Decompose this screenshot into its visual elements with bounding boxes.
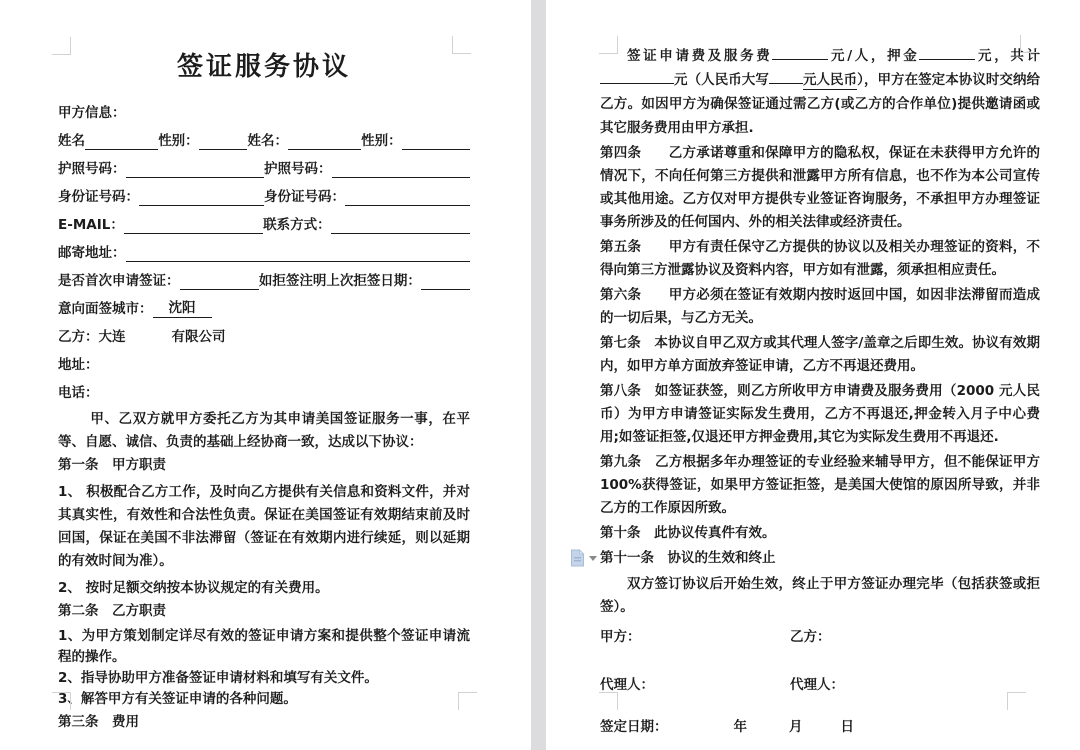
text-boundary-mark [599,692,618,710]
signature-party-a-label: 甲方： [600,629,641,645]
email-label: E-MAIL： [58,217,124,233]
page-1 [0,0,531,750]
text-boundary-mark [1020,35,1039,53]
signature-agents-row [600,675,1040,695]
article-1-item-2: 2、 按时足额交纳按本协议规定的有关费用。 [58,580,329,596]
text-boundary-mark [458,692,477,710]
article-10: 第十条 此协议传真件有效。 [600,525,776,541]
blank-line [331,216,470,234]
article-2-heading: 第二条 乙方职责 [58,603,166,619]
interview-city-value: 沈阳 [153,300,212,318]
signature-party-b-label: 乙方： [790,629,831,645]
page-2 [546,0,1080,750]
article-11-heading-row [600,547,1040,570]
blank-line [421,272,470,290]
signature-date-row [600,717,1040,737]
article-2-item-1: 1、为甲方策划制定详尽有效的签证申请方案和提供整个签证申请流程的操作。 [58,628,470,665]
form-row-interview-city [58,290,470,318]
party-b-row [58,318,470,346]
article-8: 第八条 如签证获签，则乙方所收甲方申请费及服务费用（2000 元人民币）为甲方申请签证实际发生费用，乙方不再退还,押金转入月子中心费用;如签证拒签,仅退还甲方押金费用,其它为实际发生费用不再退还. [600,383,1040,445]
date-blank [668,717,734,737]
fee-seg1: 签证申请费及服务费 [627,48,773,64]
first-time-label: 是否首次申请签证： [58,273,180,289]
signature-agent-b-label: 代理人： [790,677,844,693]
refusal-date-label: 如拒签注明上次拒签日期： [258,273,421,289]
document-title: 签证服务协议 [176,52,351,82]
text-boundary-mark [1007,692,1026,710]
article-2-item-3: 3、解答甲方有关签证申请的各种问题。 [58,691,297,707]
contact-label: 联系方式： [263,217,331,233]
day-label: 日 [840,719,854,735]
blank-line [126,244,471,262]
form-row-passport [58,150,470,178]
blank-line [919,46,975,60]
article-7: 第七条 本协议自甲乙双方或其代理人签字/盖章之后即生效。协议有效期内，如甲方单方面放弃签证申请，乙方不再退还费用。 [600,335,1040,374]
blank-line [139,188,264,206]
text-boundary-mark [452,36,471,54]
article-3-heading: 第三条 费用 [58,714,139,730]
article-11-body: 双方签订协议后开始生效，终止于甲方签证办理完毕（包括获签或拒签）。 [600,576,1040,615]
date-blank [803,717,841,737]
id1-label: 身份证号码： [58,189,139,205]
blank-line [769,70,803,84]
article-1-item-1: 1、 积极配合乙方工作，及时向乙方提供有关信息和资料文件，并对其真实性，有效性和合法性负责。保证在美国签证有效期结束前及时回国，保证在美国不非法滞留（签证在有效期内进行续延，则以延期的有效时间为准）。 [58,484,470,569]
blank-line [124,216,263,234]
signature-agent-a-label: 代理人： [600,677,654,693]
article-6: 第六条 甲方必须在签证有效期内按时返回中国，如因非法滞留而造成的一切后果，与乙方无关。 [600,287,1040,326]
article-11-heading: 第十一条 协议的生效和终止 [600,550,776,566]
party-b-phone-row [58,374,470,402]
gender1-label: 性别： [158,133,199,149]
date-blank [747,717,789,737]
text-boundary-mark [52,692,71,710]
fee-paragraph [600,44,1040,140]
blank-line [332,160,471,178]
page-2-content [546,0,1080,737]
blank-line [402,132,470,150]
blank-line [772,46,828,60]
form-row-id [58,178,470,206]
party-b-name-suffix: 有限公司 [171,329,226,345]
party-b-name-prefix: 乙方：大连 [58,329,126,345]
passport2-label: 护照号码： [264,161,332,177]
article-2-item-2: 2、指导协助甲方准备签证申请材料和填写有关文件。 [58,670,378,686]
form-row-names [58,122,470,150]
party-b-address-row [58,346,470,374]
fee-seg2: 元/人，押金 [828,48,920,64]
party-a-header-row [58,94,470,122]
form-row-mail-address [58,234,470,262]
paste-options-icon[interactable] [570,549,597,567]
document-icon [570,549,585,567]
blank-line [126,160,265,178]
blank-line [600,70,674,84]
fee-currency-underlined: 元人民币 [802,72,858,88]
signature-parties-row [600,627,1040,647]
article-5: 第五条 甲方有责任保守乙方提供的协议以及相关办理签证的资料，不得向第三方泄露协议及资料内容，甲方如有泄露，须承担相应责任。 [600,239,1040,278]
party-b-address-label: 地址： [58,357,99,373]
fee-seg6: ），甲方在签定本协议时交纳给乙方。如因甲方为确保签证通过需乙方(或乙方的合作单位)提供邀请函或其它服务费用由甲方承担. [600,72,1041,136]
blank-line [180,272,259,290]
blank-line [345,188,470,206]
article-4: 第四条 乙方承诺尊重和保障甲方的隐私权，保证在未获得甲方允许的情况下，不向任何第三方提供和泄露甲方所有信息，也不作为本公司宣传或其他用途。乙方仅对甲方提供专业签证咨询服务，不承担甲方办理签证事务所涉及的任何国内、外的相关法律或经济责任。 [600,145,1040,230]
passport1-label: 护照号码： [58,161,126,177]
fee-seg3: 元，共计 [975,48,1041,64]
id2-label: 身份证号码： [264,189,345,205]
fee-seg4: 元（人民币大写 [674,72,769,88]
gender2-label: 性别： [361,133,402,149]
article-1-heading: 第一条 甲方职责 [58,457,166,473]
party-a-label: 甲方信息： [58,105,126,121]
text-boundary-mark [52,37,71,55]
signing-date-label: 签定日期： [600,719,668,735]
blank-line [199,132,248,150]
chevron-down-icon [589,556,597,561]
intro-paragraph: 甲、乙双方就甲方委托乙方为其申请美国签证服务一事，在平等、自愿、诚信、负责的基础上经协商一致，达成以下协议： [58,411,470,450]
mail-address-label: 邮寄地址： [58,245,126,261]
article-9: 第九条 乙方根据多年办理签证的专业经验来辅导甲方，但不能保证甲方 100%获得签证，如果甲方签证拒签，是美国大使馆的原因所导致，并非乙方的工作原因所致。 [600,454,1040,516]
blank-line [85,132,158,150]
name2-label: 姓名： [247,133,288,149]
year-label: 年 [733,719,747,735]
page-gap [531,0,546,750]
interview-city-label: 意向面签城市： [58,301,153,317]
text-boundary-mark [599,36,618,54]
name1-label: 姓名 [58,133,85,149]
party-b-phone-label: 电话： [58,385,99,401]
form-row-first-time [58,262,470,290]
blank-line [288,132,361,150]
month-label: 月 [789,719,803,735]
form-row-email [58,206,470,234]
page-1-content [0,0,531,733]
